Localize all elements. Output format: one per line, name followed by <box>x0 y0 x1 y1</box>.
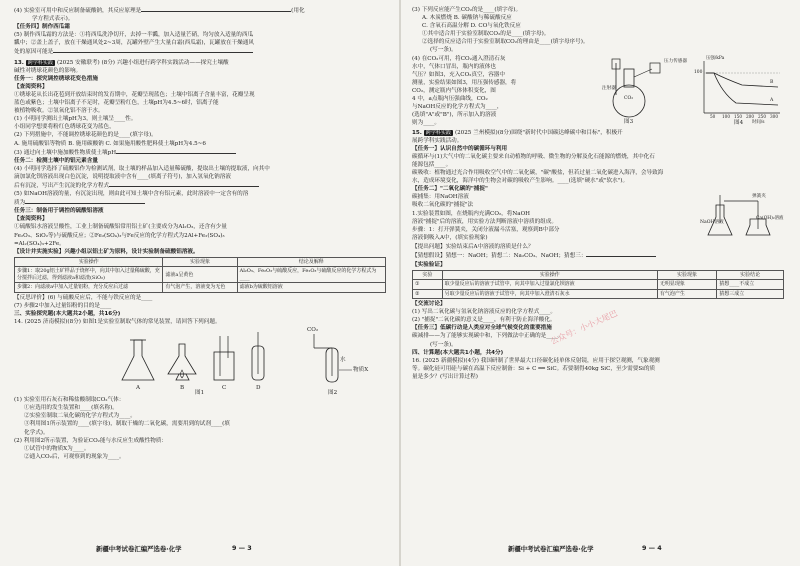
left-page <box>14 6 386 461</box>
text-line: ①应选用的发生装置和____(填名称)。 <box>24 405 118 412</box>
text-line: (4) 在CO₂可用，将CO₂通入澄清石灰 <box>412 55 506 62</box>
text-line: (选填"A"或"B")，所示加入的溶液 <box>412 112 497 119</box>
page-fold <box>399 0 401 566</box>
naoh-label: NaOH溶液 <box>700 220 724 226</box>
text-line: 质为 <box>14 200 26 207</box>
label-b: B <box>180 385 185 392</box>
text-line: 则为____。 <box>412 120 440 127</box>
syringe-label: 注射器 <box>602 85 616 91</box>
text-line: 碱性对绣球花颜色的影响。 <box>14 67 82 74</box>
text-line: 被植物吸收。②氢氧化铝不溶于水。 <box>14 108 104 115</box>
sensor-label: 压力传感器 <box>664 58 687 64</box>
text-line: 【查阅资料】 <box>14 216 48 223</box>
x-tick-label: 200 <box>746 113 754 119</box>
table-header-cell: 实验操作 <box>442 270 657 280</box>
table-cell: 有气泡产生 <box>657 289 716 299</box>
question-number: 13. <box>14 59 24 66</box>
experiment-table <box>14 257 386 293</box>
text-line: (2025 安徽联考) (8分) 兴趣小组进行跨学科实践活动——探究土壤酸 <box>56 59 229 66</box>
text-line: A. 木炭燃烧 B. 碳酸钠与稀硫酸反应 <box>422 15 512 22</box>
answer-blank[interactable] <box>141 6 291 12</box>
text-line: CO₂，测定瓶内气体体积变化，图 <box>412 87 496 94</box>
table-cell: Al₂O₃、Fe₂O₃与硫酸反应，Fe₂O₃与硫酸反应的化学方程式为____ <box>237 267 385 283</box>
apparatus-a-flask <box>122 340 154 380</box>
x-tick-label: 100 <box>722 113 730 119</box>
answer-blank[interactable] <box>25 198 145 204</box>
footer-title-right: 新疆中考试卷汇编严选卷·化学 <box>508 545 594 553</box>
label-a: A <box>136 385 141 392</box>
text-line: 水中，气体口冒出，瓶内的液体也 <box>412 63 496 70</box>
text-line: (1) 实验室用石灰石和稀盐酸制取CO₂气体： <box>14 397 125 404</box>
interdisciplinary-tag: 跨学科实践 <box>425 129 451 136</box>
x-tick-label: 250 <box>758 113 766 119</box>
x-tick-label: 300 <box>770 113 778 119</box>
text-line: 后有沉淀，写出产生沉淀的化学方程式 <box>14 182 110 189</box>
text-line: 蓝色或紫色；土壤中铝离子不足时，花瓣呈粉红色，土壤pH为4.5~6时，铝离子能 <box>14 100 219 107</box>
table-cell: 取少量反应后的溶液于试管中，向其中加入过量氯化钡溶液 <box>442 280 657 290</box>
text-line: 处的原因可能是 <box>14 49 54 56</box>
task-heading: 任务一：探究调控绣球花变色措施 <box>14 75 98 82</box>
text-line: 溶液"捕捉"后的溶液，用实验方法判断溶液中溶质的组成。 <box>412 218 557 225</box>
figure3-caption: 图3 <box>624 118 634 125</box>
task-heading: 任务三：制备用于调控的硫酸铝溶液 <box>14 208 104 215</box>
q14-part4-block <box>412 55 784 127</box>
co2-label: CO₂ <box>307 327 319 334</box>
text-line: ①其中适合用于实验室制取CO₂的是____(填字母)。 <box>422 31 550 38</box>
text-line: 气压？如图3，充入CO₂真空，容器中 <box>412 71 505 78</box>
table-header-cell: 实验结论 <box>717 270 784 280</box>
table-cell: 无明显现象 <box>657 280 716 290</box>
curve-a-line <box>706 73 778 105</box>
text-line: ①硫酸铝水溶液呈酸性，工业上制备硫酸铝常用铝土矿(主要成分为Al₂O₃，还含有少量 <box>14 224 227 231</box>
table-header-row <box>15 257 386 267</box>
section-heading: 三、实验探究题(本大题共2小题，共16分) <box>14 311 121 317</box>
text-line: (1) 写出二氧化碳与氢氧化钠溶液反应的化学方程式____。 <box>412 309 556 316</box>
text-line: 吸收二氧化碳的"捕捉"法 <box>412 202 474 209</box>
q15-task2-block <box>412 193 784 243</box>
text-line: 【猜想假设】猜想一：NaOH；猜想二：Na₂CO₃、NaOH；猜想三： <box>412 253 587 260</box>
watermark: 公众号：小小大尾巴 <box>549 308 619 347</box>
text-line: 【查阅资料】 <box>14 83 48 90</box>
apparatus-c-gas-bottle <box>214 336 234 380</box>
answer-blank[interactable] <box>116 148 236 154</box>
text-line: C. 含氧石高温分解 D. CO与氧化铁反应 <box>422 23 521 30</box>
page-number-right: 9 — 4 <box>642 544 662 552</box>
text-line: 碳吸收：植物通过光合作用吸收空气中的二氧化碳，"碳"酸盐，但若过量二氧化碳进入海洋，会导致海 <box>412 170 664 177</box>
caoh2-label: Ca(OH)₂溶液 <box>756 216 784 222</box>
task-heading: 【任务三】低碳行动是人类应对全球气候变化的重要措施 <box>412 325 552 332</box>
text-line: (1) 小明同学测出土壤pH为3，则土壤呈____性。 <box>14 116 137 123</box>
text-line: 展跨学科实践活动。 <box>412 137 463 144</box>
text-line: ②实验室制取二氧化碳的化学方程式为____。 <box>24 413 136 420</box>
table-row <box>15 267 386 283</box>
table-header-row <box>413 270 784 280</box>
substance-x-label: 物质X <box>353 367 369 374</box>
text-line: ①绣球花从长出花苞到开放结束时的发育期中，花瓣呈现蓝色；土壤中铝离子含量丰富，花瓣呈现 <box>14 91 255 98</box>
apparatus-b-heated-flask <box>168 344 196 380</box>
table-header-cell: 实验操作 <box>15 257 163 267</box>
text-line: (3) 通过向土壤中施加酸性物质使土壤pH <box>14 149 117 156</box>
table-cell: 滤液b为硫酸铝溶液 <box>237 283 385 293</box>
table-cell: 步骤1：取20g铝土矿样品于烧杯中，向其中加入过量稀硫酸，充分搅拌后过滤，得到滤液a和滤渣(SiO₂) <box>15 267 163 283</box>
text-line: (4) 小明同学选择了硫酸铝作为检测试剂，取土壤的样品加入适量稀硫酸，提取出土壤的提取液，向其中 <box>14 165 270 172</box>
text-line: (7) 步骤2中加入过量铝粉的目的是____ <box>14 302 112 309</box>
text-line: 小组同学想要将粉红色绣球花变为蓝色， <box>14 124 115 131</box>
table-cell: 滤液a呈黄色 <box>163 267 237 283</box>
question-text: 14. (2025 济南模拟)(8分) 如图1是实验室制取气体的常见装置，请回答下列问题。 <box>14 319 221 326</box>
text-line: (写一条)。 <box>430 341 457 348</box>
text-line: 【实验验证】 <box>412 261 446 268</box>
text-line: (3) 下列反应能产生CO₂的是____(填字母)。 <box>412 7 522 13</box>
figure1-caption: 图1 <box>195 390 205 397</box>
text-line: (2) "捕捉"二氧化碳的意义是____，有利于防止海洋酸化。 <box>412 317 556 324</box>
table-cell: 猜想____不成立 <box>717 280 784 290</box>
apparatus-figures <box>14 326 386 396</box>
table-header-cell: 实验现象 <box>657 270 716 280</box>
water-label: 水 <box>340 357 346 364</box>
table-row <box>15 283 386 293</box>
text-line: (用化 <box>291 8 305 14</box>
question-number: 15. <box>412 129 422 136</box>
x-tick-label: 50 <box>710 113 716 119</box>
text-line: 化学式)。 <box>24 429 49 436</box>
footer-title-left: 新疆中考试卷汇编严选卷·化学 <box>96 545 182 553</box>
text-line: 步骤：1：打开弹簧夹，关闭分液漏斗活塞，观察到B中部分 <box>412 226 560 233</box>
text-line: 学方程式表示)。 <box>32 16 74 23</box>
spring-clip-label: 弹簧夹 <box>752 194 766 200</box>
text-line: 滴加氯化钡溶液出现白色沉淀，说明提取液中含有____(填离子符号)，加入氢氧化钠溶液 <box>14 173 231 180</box>
text-line: 碳捕集：用NaOH溶液 <box>412 194 469 201</box>
section-heading: 四、计算题(本大题共1小题，共4分) <box>412 349 504 356</box>
text-line: ②选择的反应适合用于实验室制取CO₂的理由是____(填字母序号)。 <box>422 39 589 46</box>
task-heading: 【任务二】"二氧化碳的"捕捉" <box>412 186 488 193</box>
pressure-axis-label: 压强/kPa <box>706 55 725 61</box>
table-header-cell: 实验 <box>413 270 443 280</box>
answer-blank[interactable] <box>109 181 259 187</box>
figure3-4-drawing <box>594 55 784 127</box>
text-line: 水，造成环境变化，海洋中的生物会对碳的吸收产生影响。____(选填"硬水"或"软水")。 <box>412 178 629 185</box>
apparatus-d-tube <box>252 332 264 380</box>
table-cell: ② <box>413 289 443 299</box>
text-line: 量是多少？(写出计算过程) <box>412 373 478 380</box>
text-line: 等。碳化硅可用硅与碳在高温下反应制备：Si + C ══ SiC。若要制得40kg SiC，至少需要Si的质 <box>412 365 656 372</box>
table-row <box>413 289 784 299</box>
text-line: (4) 实验室可用中和反应制备硫酸钠，其反应原理是 <box>14 8 142 14</box>
figure4-pressure-chart <box>704 61 780 113</box>
page-number-left: 9 — 3 <box>232 544 252 552</box>
text-line: 4 中，a点瓶内压强曲线，CO₂ <box>412 96 488 103</box>
task-heading: 任务二：检测土壤中的铝元素含量 <box>14 157 98 164</box>
figure2-tube-setup <box>314 334 352 382</box>
text-line: (5) 制作西瓜霜的方法是：①将西瓜洗净切开，去掉一半瓤，加入适量芒硝，均匀放入适量的西瓜 <box>14 32 254 39</box>
table-header-cell: 实验现象 <box>163 257 237 267</box>
x-tick-label: 150 <box>734 113 742 119</box>
figure3-flask <box>612 59 660 117</box>
curve-b-label: B <box>770 79 774 85</box>
table-cell: 步骤2：向滤液a中加入过量铝粉，充分反应后过滤 <box>15 283 163 293</box>
text-line: 1.实验装置如图，在烧瓶内充满CO₂，将NaOH <box>412 210 531 217</box>
figure4-caption: 图4 <box>734 119 744 126</box>
verification-table <box>412 270 784 300</box>
task-heading: 【任务一】认识自然中的碳循环与利用 <box>412 145 508 152</box>
text-line: 瓤中；②盖上盖子，放在干燥通风处2~3周，瓦罐外壁产生大量白霜(西瓜霜)，瓦罐放在干燥通风 <box>14 40 254 47</box>
text-line: 测量，实验结果如图3，用压强传感器，将 <box>412 79 517 86</box>
curve-a-label: A <box>770 97 774 103</box>
text-line: (写一条)。 <box>430 47 457 54</box>
lab-apparatus-drawing <box>14 326 386 396</box>
text-line: 碳循环与(1)大气中的二氧化碳主要来自动植物的呼吸、微生物的分解及化石能源的燃烧，其中化石 <box>412 153 655 160</box>
table-cell: 猜想三成立 <box>717 289 784 299</box>
task-heading: 【任务四】制作西瓜霜 <box>14 24 70 31</box>
text-line: 【提出问题】实验结束后A中溶液的溶质是什么？ <box>412 244 534 251</box>
text-line: 溶液倒吸入A中，(填实验现象) <box>412 234 488 241</box>
text-line: (2025 兰州模拟)(8分)围绕"新时代中国碳达峰碳中和目标"，积极开 <box>454 129 623 136</box>
table-cell: ① <box>413 280 443 290</box>
text-line: (5) 如NaOH溶液的量，有沉淀出现，则由此可知土壤中含有铝元素，此时溶液中一定含有的溶 <box>14 191 249 198</box>
text-line: 【交流讨论】 <box>412 301 446 308</box>
question-text: 16. (2025 新疆模拟)(4分) 我国研制了世界最大口径碳化硅单体反射镜，应用于探空观测，气象观测 <box>412 357 660 364</box>
text-line: ②通入CO₂后，可观察到的现象为____。 <box>24 453 125 460</box>
text-line: (2) 利用图2所示装置，为验证CO₂能与水反应生成酸性物质： <box>14 437 168 444</box>
text-line: 【设计并实施实验】兴趣小组以铝土矿为原料，设计实验制备硫酸铝溶液。 <box>14 248 199 255</box>
text-line: 能源包括____。 <box>412 161 452 168</box>
y-tick-label: 100 <box>694 69 703 75</box>
co2-flask-label: CO₂ <box>624 95 634 101</box>
text-line: Fe₂O₃、SiO₂等)与硫酸反应；②Fe₂(SO₄)₃与Fe反应的化学方程式为2Al+Fe₂(SO₄)₃ <box>14 232 225 239</box>
label-c: C <box>222 385 227 392</box>
table-header-cell: 结论及解释 <box>237 257 385 267</box>
text-line: 碳减排——为了能够实现碳中和，下列做法中正确的是____。 <box>412 333 564 340</box>
text-line: A. 施用硫酸铝等物质 B. 施用碳酸钠 C. 如果施用酸性肥料使土壤pH为4.5~6 <box>14 140 206 147</box>
table-cell: 有气泡产生，溶液变为无色 <box>163 283 237 293</box>
label-d: D <box>256 385 261 392</box>
interdisciplinary-tag: 跨学科实践 <box>27 59 53 66</box>
table-row <box>413 280 784 290</box>
figure2-caption: 图2 <box>328 390 338 397</box>
text-line: (2) 下列措施中，不能调控绣球花颜色的是____(填字母)。 <box>14 132 157 139</box>
text-line: 与NaOH反应的化学方程式为____， <box>412 104 503 111</box>
text-line: =Al₂(SO₄)₃+2Fe。 <box>14 240 65 247</box>
answer-blank[interactable] <box>586 251 656 257</box>
text-line: ③利用图1所示装置的____(填字母)，制取干燥的二氧化碳，需要用到的试剂____(填 <box>24 421 230 428</box>
answer-blank[interactable] <box>53 47 253 53</box>
text-line: ①试管中的物质X为____。 <box>24 445 90 452</box>
text-line: 【反思评价】(6) 与硫酸反应后，不能与铁反应的是____ <box>14 294 153 301</box>
table-cell: 另取少量反应后的溶液于试管中，向其中加入澄清石灰水 <box>442 289 657 299</box>
time-axis-label: 时间/s <box>752 119 765 125</box>
